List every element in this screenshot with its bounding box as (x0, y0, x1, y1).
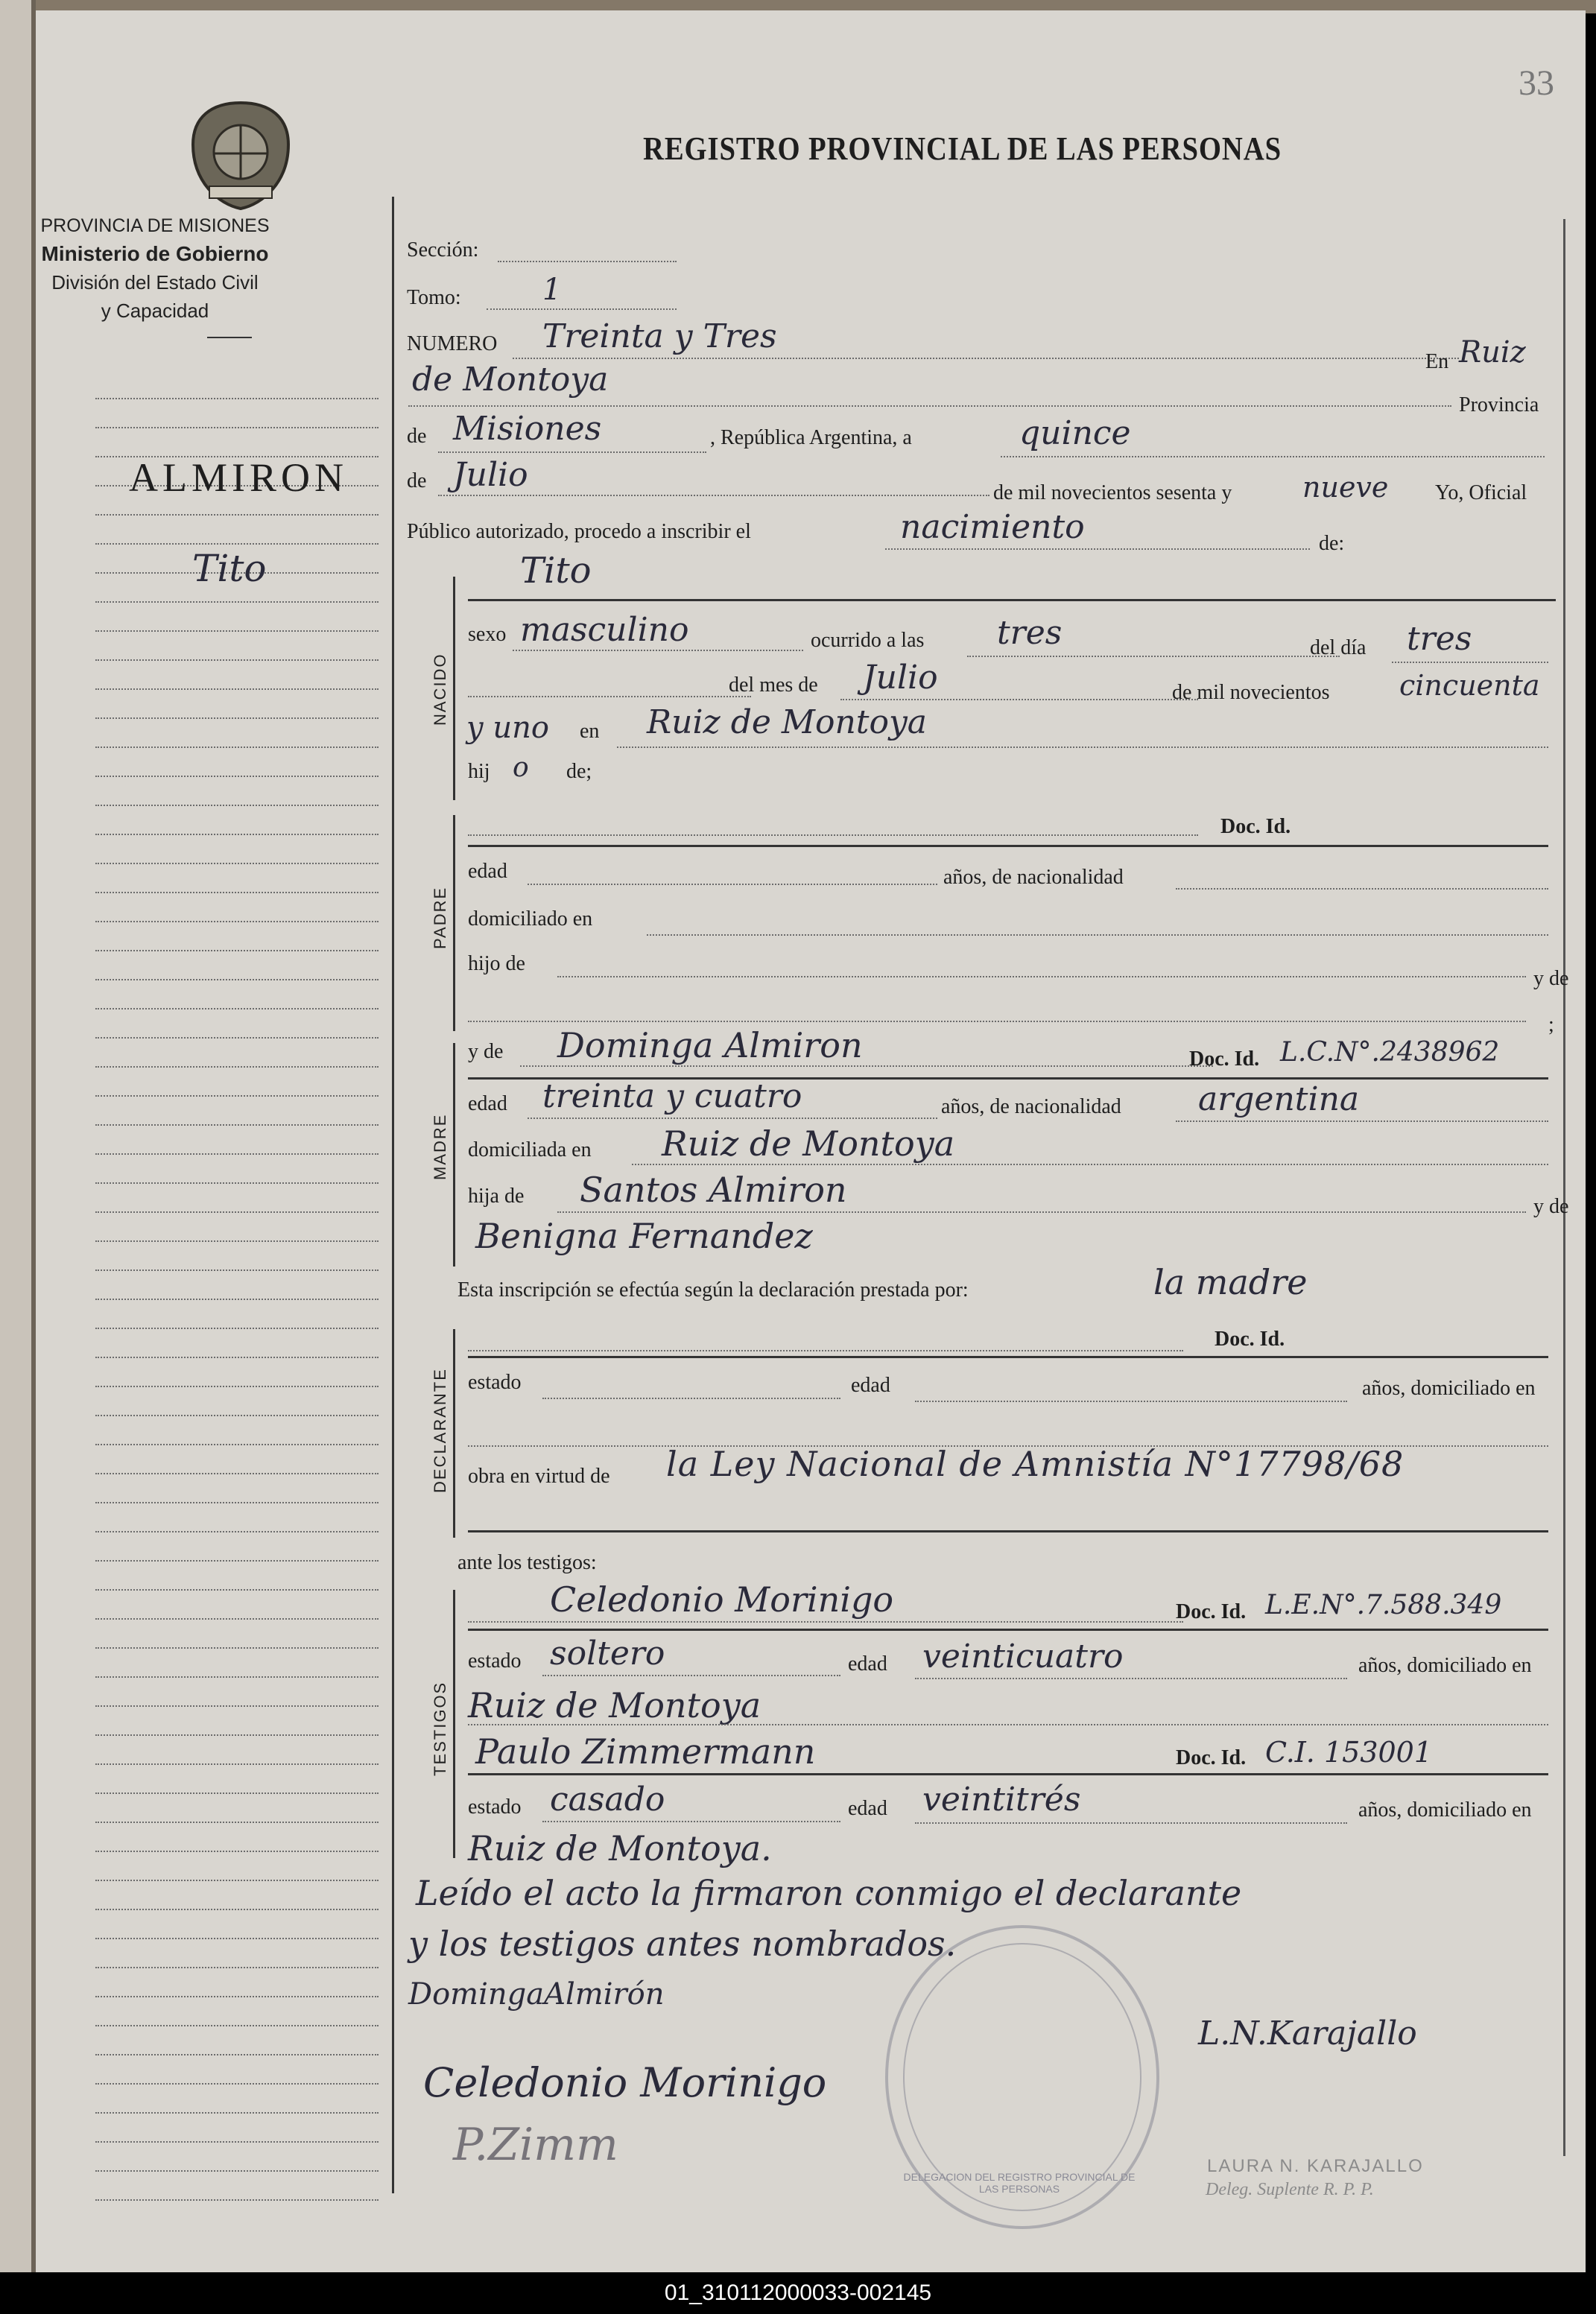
testigos-section-label: TESTIGOS (431, 1681, 449, 1776)
margin-ruled-line (95, 746, 379, 748)
testigo1-name: Celedonio Morinigo (550, 1579, 894, 1620)
publico-label: Público autorizado, procedo a inscribir el (407, 520, 751, 543)
sexo-value: masculino (520, 611, 689, 649)
margin-ruled-line (95, 1269, 379, 1271)
org-division-cont: y Capacidad (101, 299, 209, 322)
margin-ruled-line (95, 892, 379, 893)
seal-text: DELEGACION DEL REGISTRO PROVINCIAL DE LAS PERSONAS (903, 2171, 1136, 2195)
declarante-section-label: DECLARANTE (431, 1368, 449, 1493)
margin-ruled-line (95, 2170, 379, 2172)
padre-doc-label: Doc. Id. (1220, 815, 1291, 838)
hora-value: tres (997, 614, 1063, 652)
closing-line-1: Leído el acto la firmaron conmigo el declarante (416, 1873, 1242, 1913)
margin-ruled-line (95, 2199, 379, 2201)
testigo2-doc-value: C.I. 153001 (1265, 1736, 1433, 1769)
nacido-en-label: en (580, 720, 600, 743)
madre-edad-value: treinta y cuatro (542, 1077, 802, 1115)
dia-value: tres (1407, 620, 1472, 658)
margin-ruled-line (95, 1211, 379, 1213)
province-value: Misiones (453, 410, 602, 448)
margin-ruled-line (95, 630, 379, 632)
del-dia-label: del día (1310, 636, 1367, 659)
margin-ruled-line (95, 1589, 379, 1591)
nacido-name: Tito (520, 550, 592, 592)
testigo1-domicilio-value: Ruiz de Montoya (468, 1685, 761, 1725)
act-value: nacimiento (900, 508, 1085, 546)
margin-ruled-line (95, 601, 379, 603)
hij-value: o (513, 752, 529, 783)
madre-y-de2-label: y de (1533, 1195, 1569, 1218)
stamp-name: LAURA N. KARAJALLO (1207, 2156, 1424, 2176)
margin-ruled-line (95, 1647, 379, 1649)
madre-edad-label: edad (468, 1092, 507, 1115)
org-division: División del Estado Civil (51, 271, 259, 294)
margin-ruled-line (95, 1909, 379, 1910)
month-value: Julio (453, 456, 528, 494)
numero-value: Treinta y Tres (542, 317, 777, 355)
padre-bracket (453, 815, 455, 1031)
declarante-top-line (468, 1356, 1548, 1358)
tomo-value: 1 (542, 273, 562, 307)
margin-ruled-line (95, 1967, 379, 1968)
margin-ruled-line (95, 1124, 379, 1126)
margin-ruled-line (95, 1792, 379, 1794)
margin-ruled-line (95, 921, 379, 922)
testigo2-domicilio-value: Ruiz de Montoya. (468, 1828, 772, 1868)
margin-ruled-line (95, 1502, 379, 1503)
margin-ruled-line (95, 2141, 379, 2143)
de-colon-label: de: (1319, 532, 1345, 555)
margin-ruled-line (95, 1473, 379, 1474)
obra-value: la Ley Nacional de Amnistía N°17798/68 (666, 1444, 1405, 1484)
testigo1-edad-value: veinticuatro (922, 1638, 1124, 1676)
margin-ruled-line (95, 1938, 379, 1939)
declarante-bracket (453, 1329, 455, 1538)
lugar-value: Ruiz de Montoya (647, 703, 928, 741)
declarante-edad-label: edad (851, 1374, 890, 1397)
madre-doc-label: Doc. Id. (1189, 1047, 1260, 1071)
margin-ruled-line (95, 717, 379, 719)
page-number: 33 (1519, 63, 1554, 103)
hij-de-label: de; (566, 760, 592, 783)
obra-label: obra en virtud de (468, 1465, 610, 1488)
margin-ruled-line (95, 2112, 379, 2114)
republica-label: , República Argentina, a (710, 426, 912, 449)
margin-ruled-line (95, 1880, 379, 1881)
de-label-2: de (407, 469, 427, 492)
testigo1-doc-label: Doc. Id. (1176, 1600, 1247, 1623)
de-label-1: de (407, 425, 427, 448)
stamp-title: Deleg. Suplente R. P. P. (1206, 2180, 1374, 2199)
oficial-label: Yo, Oficial (1435, 481, 1527, 504)
declarante-doc-label: Doc. Id. (1215, 1328, 1285, 1351)
margin-ruled-line (95, 1444, 379, 1445)
nacido-name-line (468, 599, 1556, 601)
madre-nacionalidad-value: argentina (1198, 1080, 1360, 1118)
madre-padre-value: Santos Almiron (580, 1170, 847, 1210)
year-label: de mil novecientos sesenta y (993, 481, 1232, 504)
margin-ruled-line (95, 776, 379, 777)
tomo-label: Tomo: (407, 286, 461, 309)
margin-ruled-line (95, 1618, 379, 1620)
form-right-border (1563, 219, 1565, 2156)
seccion-label: Sección: (407, 238, 479, 261)
margin-ruled-line (95, 1851, 379, 1852)
padre-section-label: PADRE (431, 886, 449, 949)
mes-value: Julio (863, 659, 938, 697)
nacido-bracket (453, 577, 455, 800)
page-title: REGISTRO PROVINCIAL DE LAS PERSONAS (643, 130, 1282, 167)
sexo-label: sexo (468, 623, 507, 646)
testigo1-domicilio-label: años, domiciliado en (1358, 1654, 1532, 1677)
margin-ruled-line (95, 2054, 379, 2055)
margin-ruled-line (95, 950, 379, 951)
testigos-bracket (453, 1590, 455, 1858)
testigo2-edad-value: veintitrés (922, 1781, 1081, 1819)
provincia-label: Provincia (1459, 393, 1539, 416)
org-ministry: Ministerio de Gobierno (41, 242, 269, 265)
margin-ruled-line (95, 1357, 379, 1358)
margin-ruled-line (95, 979, 379, 980)
margin-ruled-line (95, 1734, 379, 1736)
place-cont-value: de Montoya (412, 361, 609, 399)
numero-label: NUMERO (407, 332, 498, 355)
margin-ruled-line (95, 543, 379, 545)
signature-mother: DomingaAlmirón (408, 1977, 665, 2012)
testigo2-name: Paulo Zimmermann (475, 1731, 816, 1772)
padre-nacionalidad-label: años, de nacionalidad (943, 866, 1124, 889)
ocurrido-label: ocurrido a las (811, 629, 925, 652)
margin-ruled-line (95, 1386, 379, 1387)
signature-witness-1: Celedonio Morinigo (423, 2059, 827, 2106)
closing-line-2: y los testigos antes nombrados. (408, 1924, 957, 1964)
madre-hija-de-label: hija de (468, 1185, 525, 1208)
day-value: quince (1019, 414, 1131, 452)
madre-domicilio-value: Ruiz de Montoya (662, 1123, 955, 1164)
year-value: nueve (1302, 471, 1389, 504)
margin-ruled-line (95, 1676, 379, 1678)
padre-domicilio-label: domiciliado en (468, 907, 593, 931)
margin-ruled-line (95, 1299, 379, 1300)
margin-ruled-line (95, 1328, 379, 1329)
testigo1-line (468, 1629, 1548, 1631)
madre-name: Dominga Almiron (557, 1025, 863, 1065)
margin-ruled-line (95, 1763, 379, 1765)
margin-ruled-line (95, 514, 379, 516)
document-page (36, 10, 1586, 2272)
margin-ruled-line (95, 1705, 379, 1707)
margin-ruled-line (95, 1182, 379, 1184)
en-value: Ruiz (1459, 335, 1526, 370)
madre-y-de-label: y de (468, 1040, 504, 1063)
testigo1-doc-value: L.E.N°.7.588.349 (1265, 1590, 1502, 1620)
margin-ruled-line (95, 1095, 379, 1097)
margin-ruled-line (95, 863, 379, 864)
margin-ruled-line (95, 834, 379, 835)
margin-ruled-line (95, 1531, 379, 1532)
padre-y-de-label: y de (1533, 967, 1569, 990)
en-label: En (1425, 350, 1449, 373)
nacido-year-value: cincuenta (1399, 669, 1540, 702)
testigo2-estado-value: casado (550, 1781, 665, 1819)
margin-ruled-line (95, 1008, 379, 1009)
testigo2-edad-label: edad (848, 1797, 887, 1820)
madre-domicilio-label: domiciliada en (468, 1138, 592, 1161)
nacido-section-label: NACIDO (431, 653, 449, 726)
org-divider (207, 337, 252, 338)
margin-surname: ALMIRON (129, 455, 348, 500)
margin-given-name: Tito (192, 547, 267, 590)
testigo2-doc-label: Doc. Id. (1176, 1746, 1247, 1769)
mil-label: de mil novecientos (1172, 681, 1330, 704)
margin-ruled-line (95, 805, 379, 806)
margin-ruled-line (95, 1415, 379, 1416)
hij-label: hij (468, 760, 490, 783)
madre-doc-value: L.C.N°.2438962 (1280, 1037, 1500, 1068)
testigo2-line (468, 1773, 1548, 1775)
padre-semicolon: ; (1548, 1013, 1554, 1036)
testigo2-estado-label: estado (468, 1795, 522, 1819)
testigo1-estado-value: soltero (550, 1635, 665, 1673)
madre-section-label: MADRE (431, 1113, 449, 1180)
footer-code: 01_310112000033-002145 (0, 2272, 1596, 2314)
declaracion-label: Esta inscripción se efectúa según la declaración prestada por: (457, 1278, 969, 1302)
margin-ruled-line (95, 1240, 379, 1242)
margin-ruled-line (95, 688, 379, 690)
padre-edad-label: edad (468, 860, 507, 883)
declarante-estado-label: estado (468, 1371, 522, 1394)
signature-official: L.N.Karajallo (1198, 2015, 1417, 2053)
declarante-bottom-line (468, 1530, 1548, 1532)
margin-ruled-line (95, 398, 379, 399)
org-block (36, 212, 274, 325)
margin-ruled-line (95, 1037, 379, 1039)
madre-nacionalidad-label: años, de nacionalidad (941, 1095, 1121, 1118)
padre-top-line (468, 845, 1548, 847)
padre-hijo-de-label: hijo de (468, 952, 525, 975)
margin-ruled-line (95, 1153, 379, 1155)
margin-ruled-line (95, 2083, 379, 2085)
binding-left-fold (0, 0, 36, 2272)
margin-ruled-line (95, 1560, 379, 1562)
testigo1-edad-label: edad (848, 1652, 887, 1676)
testigo1-estado-label: estado (468, 1649, 522, 1673)
signature-witness-2: P.Zimm (453, 2119, 618, 2171)
madre-bracket (453, 1043, 455, 1267)
margin-ruled-line (95, 1996, 379, 1997)
declarante-domicilio-label: años, domiciliado en (1362, 1377, 1536, 1400)
provincial-coat-of-arms-icon (189, 100, 293, 212)
margin-ruled-line (95, 2025, 379, 2026)
madre-madre-value: Benigna Fernandez (475, 1216, 813, 1256)
testigos-intro-label: ante los testigos: (457, 1551, 597, 1574)
nacido-year-cont: y uno (466, 711, 549, 745)
form-left-border (392, 197, 394, 2193)
margin-ruled-line (95, 1822, 379, 1823)
margin-ruled-line (95, 659, 379, 661)
declaracion-value: la madre (1153, 1262, 1308, 1302)
testigo2-domicilio-label: años, domiciliado en (1358, 1798, 1532, 1822)
org-province: PROVINCIA DE MISIONES (40, 215, 270, 236)
margin-ruled-line (95, 1066, 379, 1068)
margin-ruled-line (95, 427, 379, 428)
del-mes-label: del mes de (729, 673, 818, 697)
